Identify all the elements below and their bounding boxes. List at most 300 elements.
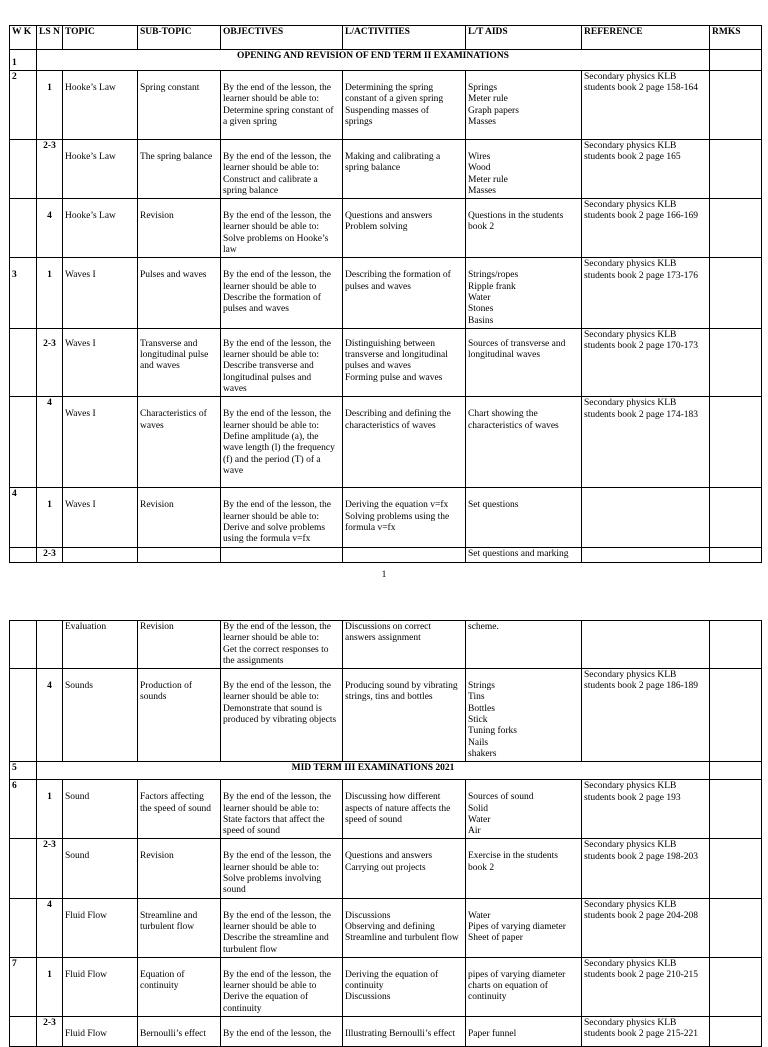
cell-line: transverse and longitudinal	[345, 350, 448, 361]
cell-line: learner should be able to:	[223, 803, 320, 814]
week-number: 1	[10, 50, 37, 71]
lesson-number: 1	[37, 780, 63, 839]
header-activities: L/ACTIVITIES	[343, 26, 466, 50]
cell-line: spring balance	[345, 163, 401, 174]
lesson-number	[37, 621, 63, 669]
cell-line: Wood	[468, 163, 491, 174]
table-row	[10, 397, 762, 488]
cell-line: continuity	[468, 992, 507, 1003]
topic-cell: Sound	[63, 780, 138, 839]
aids-cell	[466, 547, 582, 562]
objectives-cell	[221, 621, 343, 669]
cell-line: Secondary physics KLB	[584, 840, 677, 851]
cell-line: Distinguishing between	[345, 338, 435, 349]
cell-line: students book 2 page 173-176	[584, 270, 698, 281]
cell-line: Solve problems involving	[223, 874, 322, 885]
cell-line: students book 2 page 210-215	[584, 970, 698, 981]
week-number: 4	[10, 488, 37, 547]
cell-line: Water	[468, 814, 491, 825]
activities-cell	[343, 1017, 466, 1047]
table-row	[10, 140, 762, 199]
cell-line: book 2	[468, 222, 495, 233]
cell-line: Meter rule	[468, 174, 508, 185]
week-number: 5	[10, 762, 37, 780]
cell-line: students book 2 page 186-189	[584, 681, 698, 692]
cell-line: By the end of the lesson, the	[223, 622, 331, 632]
topic-cell: Fluid Flow	[63, 957, 138, 1016]
cell-line: scheme.	[468, 622, 499, 632]
cell-line: learner should be able to	[223, 981, 317, 992]
cell-line: Carrying out projects	[345, 862, 426, 873]
objectives-cell	[221, 488, 343, 547]
table-row	[10, 488, 762, 547]
cell-line: Factors affecting	[140, 792, 204, 803]
subtopic-cell	[138, 1017, 221, 1047]
subtopic-cell	[138, 328, 221, 396]
opening-banner: OPENING AND REVISION OF END TERM II EXAMINATIONS	[37, 50, 710, 71]
cell-line: longitudinal pulses and	[223, 372, 312, 383]
week-number	[10, 839, 37, 898]
cell-line: pulses and waves	[345, 281, 411, 292]
cell-line: Exercise in the students	[468, 851, 558, 862]
topic-cell: Hooke’s Law	[63, 140, 138, 199]
activities-cell	[343, 397, 466, 488]
cell-line: pulses and waves	[345, 361, 411, 372]
objectives-cell	[221, 1017, 343, 1047]
cell-line: Define amplitude (a), the	[223, 431, 319, 442]
cell-line: Paper funnel	[468, 1029, 517, 1040]
cell-line: Air	[468, 826, 481, 837]
cell-line: Questions and answers	[345, 211, 433, 222]
objectives-cell	[221, 780, 343, 839]
scheme-table-page-1	[9, 25, 762, 563]
week-row	[10, 762, 762, 780]
reference-cell	[582, 547, 710, 562]
cell-line: Tuning forks	[468, 726, 518, 737]
activities-cell	[343, 898, 466, 957]
cell-line: learner should be able to:	[223, 633, 320, 644]
lesson-number: 1	[37, 71, 63, 140]
cell-line: Water	[468, 910, 491, 921]
subtopic-cell: Spring constant	[138, 71, 221, 140]
cell-line: longitudinal waves	[468, 350, 541, 361]
cell-line: learner should be able to	[223, 281, 317, 292]
cell-line: sounds	[140, 692, 167, 703]
cell-line: Ripple frank	[468, 281, 516, 292]
cell-line: learner should be able to:	[223, 420, 320, 431]
remarks-cell	[710, 397, 762, 488]
cell-line: Deriving the equation v=fx	[345, 500, 449, 511]
remarks-cell	[710, 669, 762, 762]
cell-line: students book 2 page 166-169	[584, 211, 698, 222]
remarks-cell	[710, 328, 762, 396]
header-reference: REFERENCE	[582, 26, 710, 50]
week-number: 2	[10, 71, 37, 140]
cell-line: Making and calibrating a	[345, 152, 441, 162]
cell-line: the assignments	[223, 655, 284, 666]
cell-line: pulses and waves	[223, 304, 289, 315]
week-number	[10, 1017, 37, 1047]
topic-cell: Sound	[63, 839, 138, 898]
objectives-cell	[221, 71, 343, 140]
cell-line: produced by vibrating objects	[223, 715, 337, 726]
cell-line: turbulent flow	[140, 921, 195, 932]
cell-line: a given spring	[223, 116, 277, 127]
cell-line: students book 2 page 215-221	[584, 1029, 698, 1040]
cell-line: By the end of the lesson, the	[223, 1029, 331, 1040]
cell-line: Secondary physics KLB	[584, 398, 677, 409]
cell-line: students book 2 page 204-208	[584, 910, 698, 921]
cell-line: characteristics of waves	[345, 420, 436, 431]
cell-line: By the end of the lesson, the	[223, 409, 331, 420]
cell-line: Characteristics of	[140, 409, 207, 420]
objectives-cell	[221, 397, 343, 488]
objectives-cell	[221, 258, 343, 328]
cell-line: By the end of the lesson, the	[223, 270, 331, 281]
cell-line: Equation of	[140, 969, 185, 980]
activities-cell	[343, 780, 466, 839]
cell-line: continuity	[345, 981, 384, 992]
activities-cell	[343, 140, 466, 199]
cell-line: constant of a given spring	[345, 94, 444, 105]
week-row	[10, 50, 762, 71]
activities-cell	[343, 669, 466, 762]
cell-line: wave	[223, 465, 244, 476]
aids-cell	[466, 258, 582, 328]
cell-line: students book 2 page 158-164	[584, 83, 698, 94]
objectives-cell	[221, 669, 343, 762]
cell-line: (f) and the period (T) of a	[223, 454, 321, 465]
cell-line: Set questions	[468, 500, 519, 511]
reference-cell	[582, 957, 710, 1016]
remarks-cell	[710, 140, 762, 199]
objectives-cell	[221, 898, 343, 957]
objectives-cell	[221, 140, 343, 199]
cell-line: By the end of the lesson, the	[223, 681, 331, 692]
reference-cell	[582, 669, 710, 762]
aids-cell	[466, 199, 582, 258]
objectives-cell	[221, 199, 343, 258]
subtopic-cell	[138, 957, 221, 1016]
remarks-cell	[710, 762, 762, 780]
cell-line: Suspending masses of	[345, 105, 429, 116]
subtopic-cell: Revision	[138, 839, 221, 898]
cell-line: strings, tins and bottles	[345, 692, 433, 703]
cell-line: turbulent flow	[223, 944, 278, 955]
cell-line: Discussions	[345, 910, 391, 921]
week-number	[10, 140, 37, 199]
cell-line: Stones	[468, 304, 494, 315]
cell-line: By the end of the lesson, the	[223, 83, 331, 93]
cell-line: Masses	[468, 185, 496, 196]
cell-line: Problem solving	[345, 222, 408, 233]
cell-line: aspects of nature affects the	[345, 803, 451, 814]
week-number: 7	[10, 957, 37, 1016]
cell-line: By the end of the lesson, the	[223, 152, 331, 162]
table-row	[10, 199, 762, 258]
header-row	[10, 26, 762, 50]
cell-line: Bottles	[468, 703, 495, 714]
topic-cell: Fluid Flow	[63, 1017, 138, 1047]
cell-line: Secondary physics KLB	[584, 1018, 677, 1029]
cell-line: learner should be able to:	[223, 94, 320, 105]
cell-line: Stick	[468, 715, 488, 726]
cell-line: Solid	[468, 803, 489, 814]
cell-line: formula v=fx	[345, 522, 396, 533]
cell-line: learner should be able to:	[223, 511, 320, 522]
cell-line: waves	[140, 420, 164, 431]
cell-line: Solving problems using the	[345, 511, 450, 522]
subtopic-cell: Revision	[138, 488, 221, 547]
week-number	[10, 397, 37, 488]
cell-line: By the end of the lesson, the	[223, 211, 331, 222]
cell-line: Secondary physics KLB	[584, 899, 677, 910]
topic-cell: Sounds	[63, 669, 138, 762]
week-number	[10, 547, 37, 562]
activities-cell	[343, 199, 466, 258]
cell-line: Meter rule	[468, 94, 508, 105]
cell-line: Secondary physics KLB	[584, 329, 677, 340]
topic-cell: Waves I	[63, 397, 138, 488]
cell-line: Streamline and	[140, 910, 198, 921]
cell-line: Tins	[468, 692, 485, 703]
aids-cell	[466, 71, 582, 140]
cell-line: springs	[345, 116, 373, 127]
topic-cell: Hooke’s Law	[63, 199, 138, 258]
cell-line: Derive and solve problems	[223, 522, 326, 533]
activities-cell	[343, 328, 466, 396]
cell-line: Observing and defining	[345, 921, 435, 932]
cell-line: learner should be able to	[223, 921, 317, 932]
cell-line: Construct and calibrate a	[223, 174, 318, 185]
cell-line: continuity	[223, 1003, 262, 1014]
topic-cell: Waves I	[63, 488, 138, 547]
remarks-cell	[710, 780, 762, 839]
header-wk: W K	[10, 26, 37, 50]
week-number: 3	[10, 258, 37, 328]
reference-cell	[582, 621, 710, 669]
cell-line: Demonstrate that sound is	[223, 703, 322, 714]
topic-cell: Fluid Flow	[63, 898, 138, 957]
cell-line: By the end of the lesson, the	[223, 910, 331, 921]
aids-cell	[466, 669, 582, 762]
subtopic-cell	[138, 547, 221, 562]
cell-line: pipes of varying diameter	[468, 969, 566, 980]
cell-line: Questions and answers	[345, 851, 433, 862]
reference-cell	[582, 898, 710, 957]
cell-line: Masses	[468, 116, 496, 127]
lesson-number: 4	[37, 397, 63, 488]
cell-line: Discussions	[345, 992, 391, 1003]
activities-cell	[343, 957, 466, 1016]
cell-line: Describing the formation of	[345, 270, 451, 281]
cell-line: students book 2 page 165	[584, 152, 681, 163]
cell-line: Forming pulse and waves	[345, 372, 443, 383]
cell-line: Discussions on correct	[345, 622, 432, 632]
cell-line: students book 2 page 193	[584, 792, 681, 803]
aids-cell	[466, 1017, 582, 1047]
cell-line: Describe the formation of	[223, 292, 321, 303]
topic-cell: Evaluation	[63, 621, 138, 669]
cell-line: shakers	[468, 748, 497, 759]
cell-line: wave length (l) the frequency	[223, 443, 335, 454]
cell-line: speed of sound	[223, 826, 280, 837]
subtopic-cell	[138, 780, 221, 839]
reference-cell	[582, 140, 710, 199]
cell-line: Sheet of paper	[468, 933, 523, 944]
cell-line: Discussing how different	[345, 792, 441, 803]
table-row	[10, 957, 762, 1016]
cell-line: State factors that affect the	[223, 814, 325, 825]
lesson-number: 2-3	[37, 839, 63, 898]
cell-line: Secondary physics KLB	[584, 259, 677, 270]
week-number	[10, 199, 37, 258]
cell-line: Derive the equation of	[223, 992, 309, 1003]
objectives-cell	[221, 547, 343, 562]
header-topic: TOPIC	[63, 26, 138, 50]
lesson-number: 4	[37, 898, 63, 957]
cell-line: longitudinal pulse	[140, 350, 209, 361]
cell-line: Get the correct responses to	[223, 644, 329, 655]
aids-cell	[466, 780, 582, 839]
remarks-cell	[710, 621, 762, 669]
cell-line: Secondary physics KLB	[584, 200, 677, 211]
scheme-table-page-2	[9, 620, 762, 1047]
cell-line: Bernoulli’s effect	[140, 1029, 207, 1040]
cell-line: spring balance	[223, 185, 279, 196]
subtopic-cell	[138, 669, 221, 762]
cell-line: Wires	[468, 152, 491, 162]
topic-cell: Waves I	[63, 258, 138, 328]
reference-cell	[582, 839, 710, 898]
subtopic-cell: Revision	[138, 621, 221, 669]
cell-line: Nails	[468, 737, 489, 748]
cell-line: Producing sound by vibrating	[345, 681, 458, 692]
reference-cell	[582, 1017, 710, 1047]
cell-line: By the end of the lesson, the	[223, 792, 331, 803]
objectives-cell	[221, 957, 343, 1016]
remarks-cell	[710, 50, 762, 71]
aids-cell	[466, 839, 582, 898]
lesson-number: 1	[37, 488, 63, 547]
header-ls: LS N	[37, 26, 63, 50]
lesson-number: 2-3	[37, 328, 63, 396]
reference-cell	[582, 199, 710, 258]
cell-line: By the end of the lesson, the	[223, 338, 331, 349]
aids-cell	[466, 898, 582, 957]
cell-line: Strings/ropes	[468, 270, 519, 281]
cell-line: Production of	[140, 681, 192, 692]
header-aids: L/T AIDS	[466, 26, 582, 50]
cell-line: By the end of the lesson, the	[223, 969, 331, 980]
cell-line: Set questions and marking	[468, 548, 569, 559]
cell-line: learner should be able to:	[223, 692, 320, 703]
cell-line: Describe the streamline and	[223, 933, 329, 944]
header-subtopic: SUB-TOPIC	[138, 26, 221, 50]
reference-cell	[582, 397, 710, 488]
cell-line: Chart showing the	[468, 409, 538, 420]
cell-line: sound	[223, 885, 246, 896]
reference-cell	[582, 488, 710, 547]
cell-line: Secondary physics KLB	[584, 958, 677, 969]
cell-line: Sources of transverse and	[468, 338, 566, 349]
table-row	[10, 669, 762, 762]
reference-cell	[582, 258, 710, 328]
remarks-cell	[710, 71, 762, 140]
cell-line: Secondary physics KLB	[584, 670, 677, 681]
lesson-number: 2-3	[37, 1017, 63, 1047]
table-row	[10, 780, 762, 839]
cell-line: learner should be able to:	[223, 163, 320, 174]
lesson-number: 2-3	[37, 140, 63, 199]
cell-line: Sources of sound	[468, 792, 534, 803]
cell-line: Illustrating Bernoulli’s effect	[345, 1029, 456, 1040]
cell-line: Basins	[468, 315, 494, 326]
table-row	[10, 839, 762, 898]
subtopic-cell: Revision	[138, 199, 221, 258]
cell-line: Determine spring constant of	[223, 105, 334, 116]
page-number: 1	[381, 570, 387, 580]
cell-line: charts on equation of	[468, 981, 548, 992]
topic-cell: Waves I	[63, 328, 138, 396]
aids-cell	[466, 621, 582, 669]
reference-cell	[582, 71, 710, 140]
topic-cell	[63, 547, 138, 562]
header-remarks: RMKS	[710, 26, 762, 50]
lesson-number: 4	[37, 669, 63, 762]
cell-line: Questions in the students	[468, 211, 564, 222]
cell-line: Graph papers	[468, 105, 519, 116]
objectives-cell	[221, 328, 343, 396]
cell-line: Pipes of varying diameter	[468, 921, 566, 932]
aids-cell	[466, 488, 582, 547]
cell-line: Transverse and	[140, 338, 198, 349]
cell-line: learner should be able to:	[223, 350, 320, 361]
cell-line: Describe transverse and	[223, 361, 314, 372]
lesson-number: 2-3	[37, 547, 63, 562]
table-row	[10, 328, 762, 396]
cell-line: Springs	[468, 83, 498, 93]
remarks-cell	[710, 488, 762, 547]
week-number	[10, 328, 37, 396]
cell-line: Deriving the equation of	[345, 969, 439, 980]
cell-line: law	[223, 245, 237, 256]
subtopic-cell: The spring balance	[138, 140, 221, 199]
subtopic-cell	[138, 397, 221, 488]
aids-cell	[466, 957, 582, 1016]
table-row	[10, 898, 762, 957]
cell-line: Determining the spring	[345, 83, 434, 93]
topic-cell: Hooke’s Law	[63, 71, 138, 140]
cell-line: learner should be able to:	[223, 862, 320, 873]
cell-line: book 2	[468, 862, 495, 873]
remarks-cell	[710, 199, 762, 258]
objectives-cell	[221, 839, 343, 898]
activities-cell	[343, 621, 466, 669]
cell-line: Secondary physics KLB	[584, 781, 677, 792]
lesson-number: 4	[37, 199, 63, 258]
remarks-cell	[710, 258, 762, 328]
activities-cell	[343, 839, 466, 898]
table-row	[10, 621, 762, 669]
cell-line: and waves	[140, 361, 180, 372]
lesson-number: 1	[37, 258, 63, 328]
table-row	[10, 71, 762, 140]
cell-line: Describing and defining the	[345, 409, 451, 420]
activities-cell	[343, 71, 466, 140]
cell-line: using the formula v=fx	[223, 534, 311, 545]
cell-line: Secondary physics KLB	[584, 72, 677, 82]
